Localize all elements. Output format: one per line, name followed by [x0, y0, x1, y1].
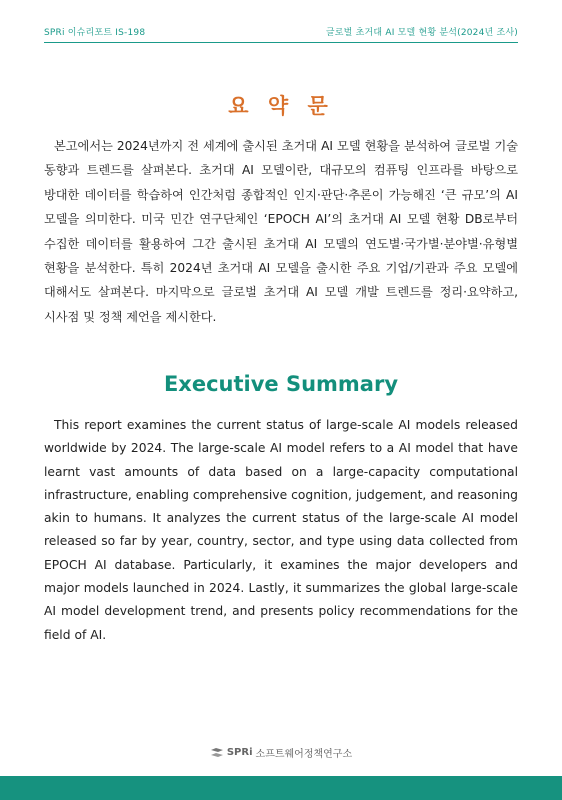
header-report-id: SPRi 이슈리포트 IS-198 — [44, 28, 146, 38]
korean-summary-body: 본고에서는 2024년까지 전 세계에 출시된 초거대 AI 모델 현황을 분석하여 글로벌 기술 동향과 트렌드를 살펴본다. 초거대 AI 모델이란, 대규모의 컴퓨팅 인프라를 바탕으로 방대한 데이터를 학습하여 인간처럼 종합적인 인지·판단·추론이 가능해진 ‘큰 규모’의 AI 모델을 의미한다. 미국 민간 연구단체인 ‘EPOCH AI’의 초거대 AI 모델 현황 DB로부터 수집한 데이터를 활용하여 그간 출시된 초거대 AI 모델의 연도별·국가별·분야별·유형별 현황을 분석한다. 특히 2024년 초거대 AI 모델을 출시한 주요 기업/기관과 주요 모델에 대해서도 살펴본다. 마지막으로 글로벌 초거대 AI 모델 개발 트렌드를 정리·요약하고, 시사점 및 정책 제언을 제시한다. — [44, 139, 518, 324]
spri-logo-icon — [210, 747, 224, 758]
executive-summary-title: Executive Summary — [163, 372, 399, 396]
footer-org-name: 소프트웨어정책연구소 — [255, 749, 353, 760]
footer-brand: SPRi — [226, 747, 253, 758]
executive-summary-body: This report examines the current status of large-scale AI models released worldwide by 2024. The large-scale AI model refers to a AI model that have learnt vast amounts of data based on a large-capacity computational infrastructure, enabling comprehensive cognition, judgement, and reasoning akin to humans. It analyzes the current status of the large-scale AI model released so far by year, country, sector, and type using data collected from EPOCH AI database. Particularly, it examines the major developers and major models launched in 2024. Lastly, it summarizes the global large-scale AI model development trend, and presents policy recommendations for the field of AI. — [44, 418, 518, 642]
korean-summary-title: 요 약 문 — [228, 94, 334, 118]
footer-logo — [0, 745, 562, 760]
footer-bar — [0, 776, 562, 800]
header-report-title: 글로벌 초거대 AI 모델 현황 분석(2024년 조사) — [325, 28, 518, 38]
header-divider — [44, 42, 518, 43]
